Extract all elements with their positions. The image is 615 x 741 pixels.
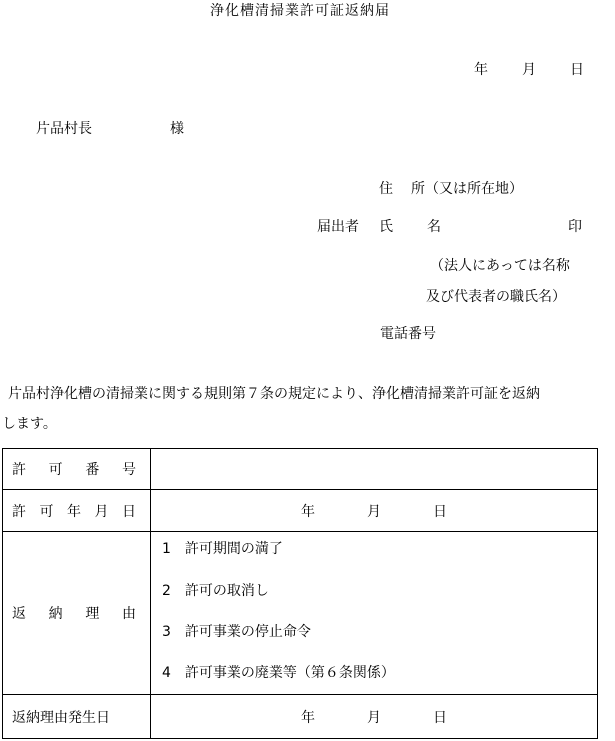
field-month: 月 [367,709,381,726]
name-label-part2: 名 [427,219,441,235]
occurrence-date-field[interactable] [151,695,598,739]
label-char: 日 [122,503,136,520]
permit-number-label [3,449,151,490]
addressee-name: 片品村長 [36,121,92,137]
label-char: 可 [48,462,63,478]
notifier-label: 届出者 [317,219,359,235]
applicant-address-label [379,180,523,198]
return-reason-options [151,532,598,695]
reason-option-2[interactable]: 2 許可の取消し [162,583,269,599]
return-reason-label [3,532,151,695]
field-year: 年 [301,503,315,520]
occurrence-date-label: 返納理由発生日 [3,695,151,739]
label-char: 理 [85,606,100,622]
permit-date-field[interactable] [151,490,598,532]
name-label-part1: 氏 [379,219,393,235]
label-char: 可 [39,503,54,520]
permit-number-field[interactable] [151,449,598,490]
label-char: 返 [12,606,26,622]
form-title: 浄化槽清掃業許可証返納届 [210,3,390,19]
address-label-part2: 所（又は所在地） [411,181,523,197]
reason-option-1[interactable]: 1 許可期間の満了 [162,541,283,557]
permit-date-label [3,490,151,532]
field-day: 日 [433,503,447,520]
label-char: 由 [121,606,136,622]
body-text-line1: 片品村浄化槽の清掃業に関する規則第７条の規定により、浄化槽清掃業許可証を返納 [8,386,540,402]
address-label-part1: 住 [379,181,393,197]
corporation-note-1: （法人にあっては名称 [430,258,570,274]
field-month: 月 [367,503,381,520]
label-char: 番 [85,462,100,478]
date-year: 年 [474,62,488,78]
label-char: 号 [121,462,136,478]
permit-date-row [3,490,598,532]
label-char: 許 [12,503,26,520]
label-char: 月 [94,503,109,520]
seal-mark: 印 [568,219,582,235]
form-table [2,448,598,739]
reason-option-4[interactable]: 4 許可事業の廃業等（第６条関係） [162,665,395,681]
label-char: 許 [12,462,26,478]
permit-number-row [3,449,598,490]
addressee [36,120,184,138]
label-char: 納 [48,606,63,622]
addressee-honorific: 様 [170,121,184,137]
return-reason-row [3,532,598,695]
applicant-name-row [317,218,582,236]
label-char: 年 [67,503,81,520]
phone-label: 電話番号 [380,326,436,342]
date-day: 日 [570,62,584,78]
corporation-note-2: 及び代表者の職氏名） [426,289,566,305]
date-month: 月 [522,62,536,78]
body-text-line2: します。 [2,416,57,432]
field-day: 日 [433,709,447,726]
occurrence-date-row [3,695,598,739]
field-year: 年 [301,709,315,726]
reason-option-3[interactable]: 3 許可事業の停止命令 [162,624,311,640]
submission-date [474,61,584,79]
